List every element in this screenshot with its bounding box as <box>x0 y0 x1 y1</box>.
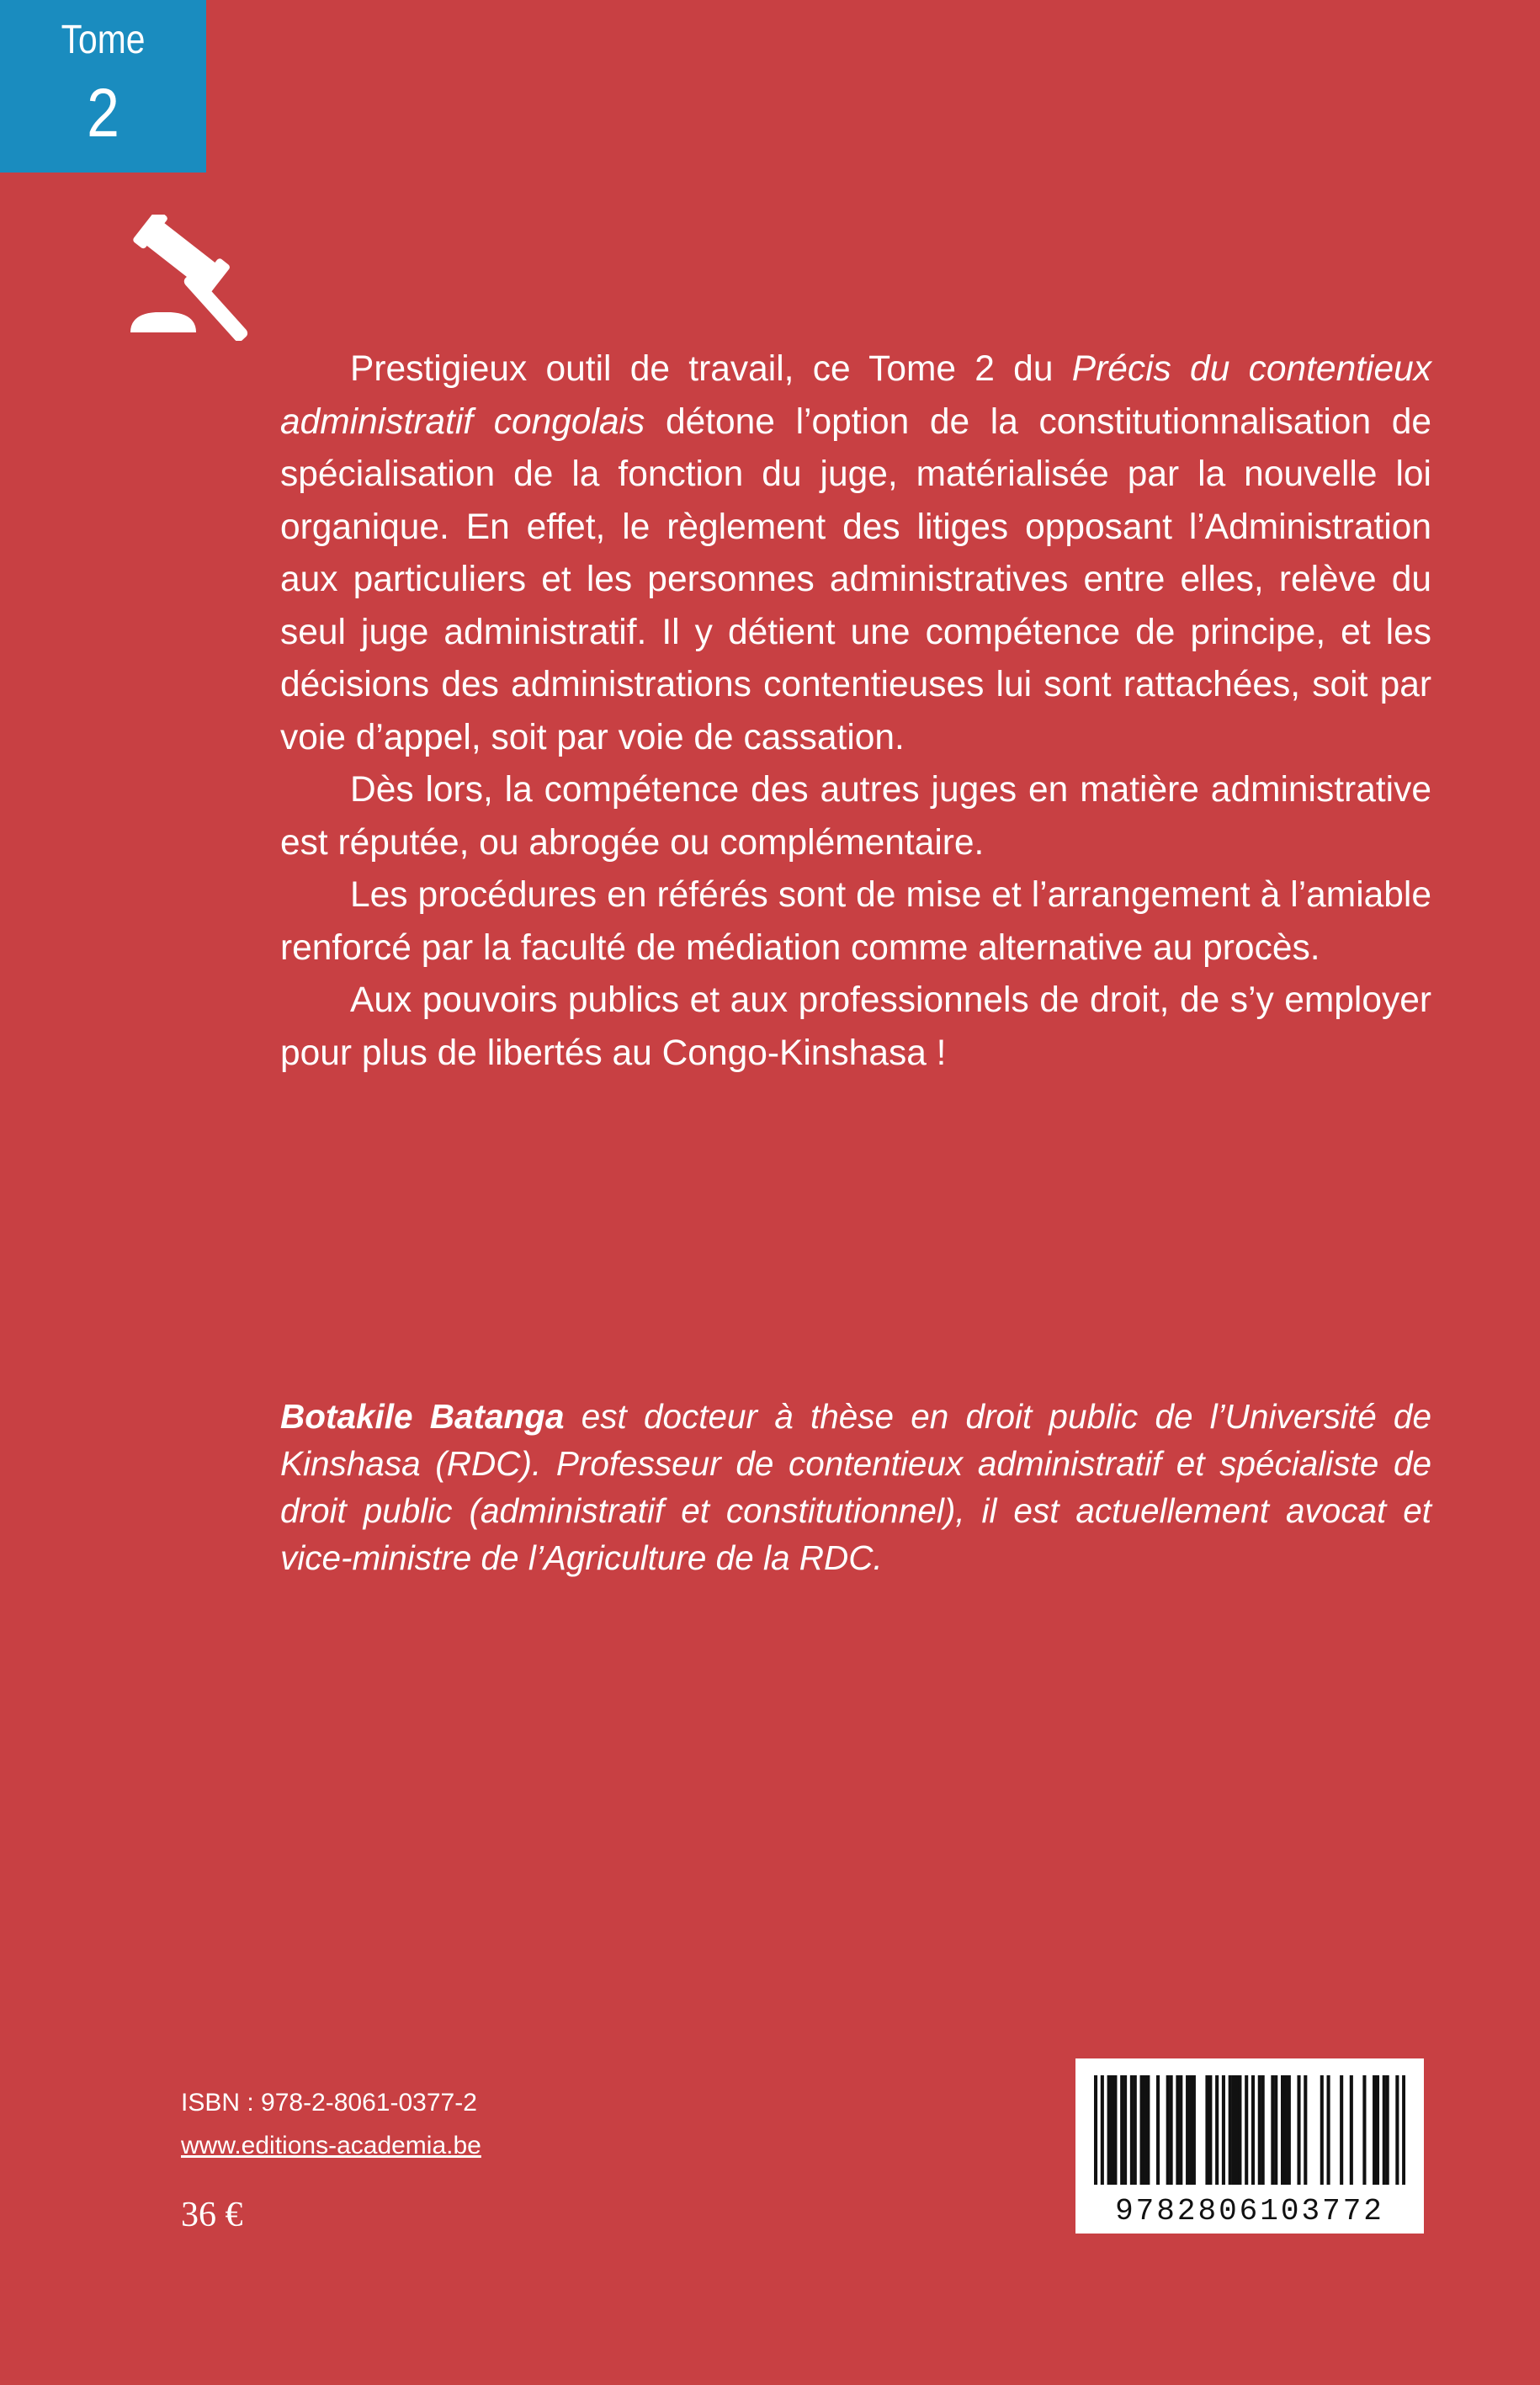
barcode-bar <box>1261 2075 1265 2185</box>
barcode-bar <box>1232 2075 1235 2185</box>
barcode-bar <box>1113 2075 1117 2185</box>
barcode-bar <box>1130 2075 1134 2185</box>
barcode-bar <box>1297 2075 1300 2185</box>
barcode-bar <box>1395 2075 1399 2185</box>
barcode-bar <box>1229 2075 1232 2185</box>
barcode-bar <box>1094 2075 1097 2185</box>
barcode-bar <box>1222 2075 1225 2185</box>
barcode-bar <box>1208 2075 1212 2185</box>
price: 36 € <box>181 2196 243 2234</box>
barcode-bar <box>1143 2075 1146 2185</box>
blurb-paragraph-2: Dès lors, la compétence des autres juges en matière administrative est réputée, ou abrogée ou complémentaire. <box>280 770 1431 863</box>
barcode-bar <box>1176 2075 1179 2185</box>
barcode-bar <box>1288 2075 1291 2185</box>
barcode-bar <box>1304 2075 1307 2185</box>
barcode-bar <box>1340 2075 1343 2185</box>
barcode-bar <box>1238 2075 1241 2185</box>
barcode-bar <box>1205 2075 1208 2185</box>
barcode-digits: 9782806103772 <box>1115 2194 1384 2228</box>
publisher-website-link[interactable]: www.editions-academia.be <box>181 2132 481 2159</box>
barcode-bar <box>1186 2075 1189 2185</box>
barcode-bar <box>1245 2075 1248 2185</box>
barcode-bar <box>1373 2075 1376 2185</box>
barcode-bars <box>1094 2075 1405 2185</box>
barcode-bar <box>1327 2075 1330 2185</box>
barcode-bar <box>1376 2075 1379 2185</box>
back-cover-blurb <box>280 343 1431 1080</box>
barcode-bar <box>1146 2075 1150 2185</box>
barcode-bar <box>1383 2075 1386 2185</box>
barcode-bar <box>1107 2075 1111 2185</box>
gavel-icon <box>122 215 273 341</box>
barcode-bar <box>1271 2075 1274 2185</box>
tome-label: Tome <box>61 18 146 62</box>
barcode-bar <box>1215 2075 1219 2185</box>
barcode-bar <box>1170 2075 1173 2185</box>
barcode-bar <box>1320 2075 1324 2185</box>
barcode-bar <box>1251 2075 1255 2185</box>
barcode-bar <box>1120 2075 1123 2185</box>
barcode-bar <box>1192 2075 1196 2185</box>
author-bio: Botakile Batanga est docteur à thèse en droit public de l’Université de Kinshasa (RDC). Professeur de contentieux administratif et spécialiste de droit public (administratif et constitutionnel), il est actuellement avocat et vice-ministre de l’Agriculture de la RDC. <box>280 1397 1431 1577</box>
barcode-bar <box>1274 2075 1277 2185</box>
author-name: Botakile Batanga <box>280 1397 565 1436</box>
isbn: ISBN : 978-2-8061-0377-2 <box>181 2089 477 2117</box>
blurb-paragraph-4: Aux pouvoirs publics et aux professionnels de droit, de s’y employer pour plus de libertés au Congo-Kinshasa ! <box>280 980 1431 1073</box>
tome-tab <box>0 0 206 173</box>
barcode-bar <box>1402 2075 1405 2185</box>
barcode-bar <box>1134 2075 1137 2185</box>
barcode-bar <box>1284 2075 1288 2185</box>
barcode-bar <box>1362 2075 1366 2185</box>
barcode-bar <box>1156 2075 1160 2185</box>
barcode-bar <box>1110 2075 1113 2185</box>
barcode-bar <box>1189 2075 1192 2185</box>
blurb-paragraph-3: Les procédures en référés sont de mise et l’arrangement à l’amiable renforcé par la faculté de médiation comme alternative au procès. <box>280 875 1431 968</box>
barcode-bar <box>1350 2075 1353 2185</box>
barcode-bar <box>1258 2075 1261 2185</box>
tome-number: 2 <box>87 75 119 151</box>
barcode-bar <box>1281 2075 1284 2185</box>
book-title: Précis du contentieux administratif congolais <box>280 349 1431 442</box>
barcode-bar <box>1179 2075 1182 2185</box>
barcode-bar <box>1166 2075 1170 2185</box>
barcode-bar <box>1123 2075 1127 2185</box>
barcode-bar <box>1386 2075 1389 2185</box>
blurb-paragraph-1: Prestigieux outil de travail, ce Tome 2 du Précis du contentieux administratif congolais détone l’option de la constitutionnalisation de spécialisation de la fonction du juge, matérialisée par la nouvelle loi organique. En effet, le règlement des litiges opposant l’Administration aux particuliers et les personnes administratives entre elles, relève du seul juge administratif. Il y détient une compétence de principe, et les décisions des administrations contentieuses lui sont rattachées, soit par voie d’appel, soit par voie de cassation. <box>280 349 1431 757</box>
barcode-bar <box>1101 2075 1104 2185</box>
barcode-bar <box>1140 2075 1144 2185</box>
barcode-bar <box>1235 2075 1238 2185</box>
barcode <box>1075 2058 1424 2234</box>
